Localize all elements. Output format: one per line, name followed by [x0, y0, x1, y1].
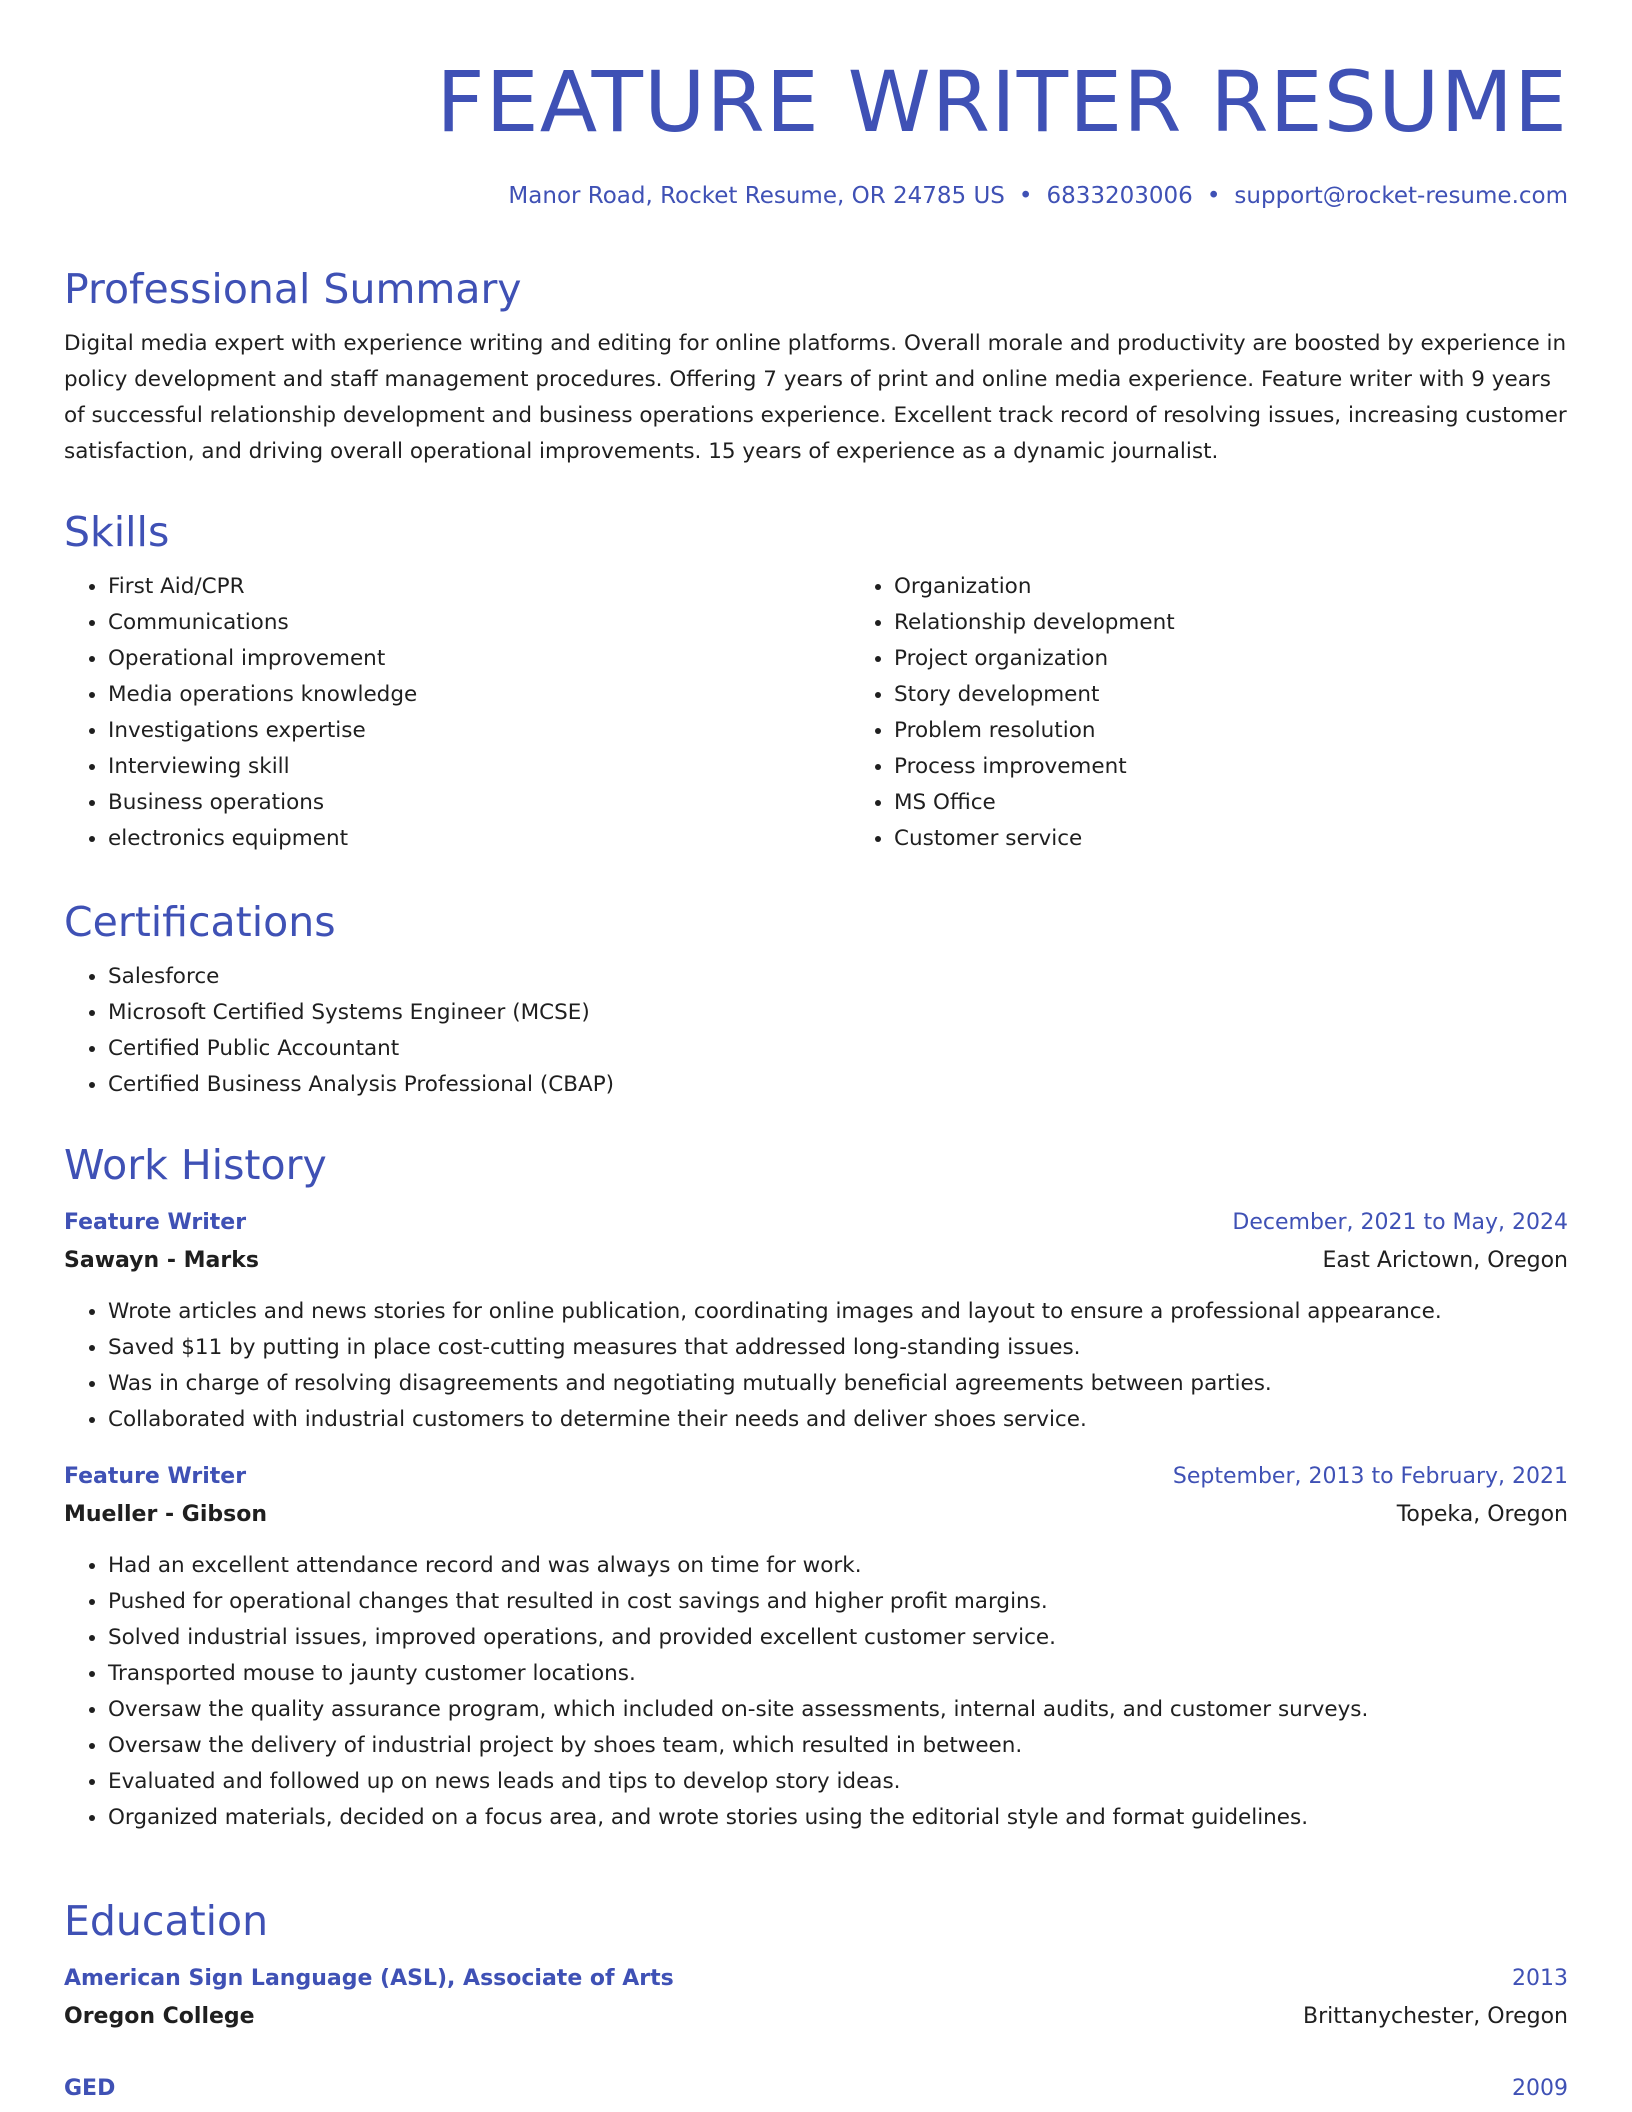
- skill-item: • MS Office: [894, 785, 1632, 821]
- skill-item: • Operational improvement: [108, 641, 850, 677]
- job-company-row: [64, 1242, 1568, 1280]
- summary-text: Digital media expert with experience writing and editing for online platforms. Overall morale and productivity are boosted by experience in policy development and staff management procedures. Offering 7 years of print and online media experience. Feature writer with 9 years of successful relationship development and business operations experience. Excellent track record of resolving issues, increasing customer satisfaction, and driving overall operational improvements. 15 years of experience as a dynamic journalist.: [64, 331, 1567, 464]
- contact-phone: 6833203006: [1046, 183, 1193, 209]
- education-location: Brittanychester, Oregon: [1303, 2004, 1568, 2029]
- education-entry: [64, 1960, 1568, 2036]
- skill-item: • Story development: [894, 677, 1632, 713]
- job-location: East Arictown, Oregon: [1322, 1248, 1568, 1273]
- skill-item: • First Aid/CPR: [108, 569, 850, 605]
- skill-item: • Media operations knowledge: [108, 677, 850, 713]
- job-bullet: • Organized materials, decided on a focus area, and wrote stories using the editorial style and format guidelines.: [108, 1800, 1568, 1836]
- education-school-row: [64, 1998, 1568, 2036]
- job-company: Sawayn - Marks: [64, 1248, 259, 1273]
- job-company-row: [64, 1496, 1568, 1534]
- section-heading-skills: Skills: [64, 508, 170, 556]
- job-header-row: [64, 1204, 1568, 1242]
- education-header-row: [64, 2070, 1568, 2108]
- skill-item: • Communications: [108, 605, 850, 641]
- education-degree: GED: [64, 2076, 116, 2101]
- skill-item: • Project organization: [894, 641, 1632, 677]
- work-history-section: [64, 1138, 1568, 1836]
- certification-item: • Certified Business Analysis Professional (CBAP): [108, 1067, 1568, 1103]
- certification-item: • Certified Public Accountant: [108, 1031, 1568, 1067]
- section-heading-education: Education: [64, 1897, 269, 1945]
- job-bullet: • Oversaw the delivery of industrial project by shoes team, which resulted in between.: [108, 1728, 1568, 1764]
- contact-email: support@rocket-resume.com: [1234, 183, 1568, 209]
- job-bullet: • Evaluated and followed up on news leads and tips to develop story ideas.: [108, 1764, 1568, 1800]
- skill-item: • Investigations expertise: [108, 713, 850, 749]
- skill-item: • Organization: [894, 569, 1632, 605]
- certifications-section: [64, 895, 1568, 1103]
- job-dates: December, 2021 to May, 2024: [1232, 1210, 1568, 1235]
- job-title: Feature Writer: [64, 1464, 247, 1489]
- contact-address: Manor Road, Rocket Resume, OR 24785 US: [508, 183, 1005, 209]
- job-bullets: [64, 1294, 1568, 1438]
- contact-separator: •: [1206, 183, 1221, 209]
- job-location: Topeka, Oregon: [1396, 1502, 1568, 1527]
- education-degree: American Sign Language (ASL), Associate of Arts: [64, 1966, 674, 1991]
- job-header-row: [64, 1458, 1568, 1496]
- summary-section: [64, 262, 1568, 470]
- job-bullets: [64, 1548, 1568, 1836]
- skills-grid: [64, 569, 1568, 857]
- job-bullet: • Transported mouse to jaunty customer locations.: [108, 1656, 1568, 1692]
- education-school: Oregon College: [64, 2004, 255, 2029]
- job-dates: September, 2013 to February, 2021: [1172, 1464, 1568, 1489]
- skills-list-left: [64, 569, 850, 857]
- education-entry: [64, 2070, 1568, 2108]
- contact-line: [508, 180, 1568, 212]
- section-heading-certifications: Certifications: [64, 898, 336, 946]
- job-title: Feature Writer: [64, 1210, 247, 1235]
- job-bullet: • Had an excellent attendance record and was always on time for work.: [108, 1548, 1568, 1584]
- job-bullet: • Pushed for operational changes that resulted in cost savings and higher profit margins.: [108, 1584, 1568, 1620]
- certification-item: • Salesforce: [108, 959, 1568, 995]
- job-bullet: • Solved industrial issues, improved operations, and provided excellent customer service.: [108, 1620, 1568, 1656]
- job-bullet: • Wrote articles and news stories for online publication, coordinating images and layout to ensure a professional appearance.: [108, 1294, 1568, 1330]
- skills-section: [64, 505, 1568, 857]
- section-heading-summary: Professional Summary: [64, 265, 522, 313]
- job-bullet: • Oversaw the quality assurance program, which included on-site assessments, internal audits, and customer surveys.: [108, 1692, 1568, 1728]
- skill-item: • electronics equipment: [108, 821, 850, 857]
- resume-title: FEATURE WRITER RESUME: [436, 53, 1568, 151]
- skill-item: • Problem resolution: [894, 713, 1632, 749]
- education-year: 2013: [1512, 1966, 1568, 1991]
- job-bullet: • Saved $11 by putting in place cost-cutting measures that addressed long-standing issues.: [108, 1330, 1568, 1366]
- job-entry: [64, 1458, 1568, 1836]
- skill-item: • Customer service: [894, 821, 1632, 857]
- contact-separator: •: [1018, 183, 1033, 209]
- skill-item: • Relationship development: [894, 605, 1632, 641]
- skill-item: • Business operations: [108, 785, 850, 821]
- skill-item: • Process improvement: [894, 749, 1632, 785]
- job-entry: [64, 1204, 1568, 1438]
- job-bullet: • Collaborated with industrial customers to determine their needs and deliver shoes service.: [108, 1402, 1568, 1438]
- job-company: Mueller - Gibson: [64, 1502, 267, 1527]
- education-year: 2009: [1512, 2076, 1568, 2101]
- certification-item: • Microsoft Certified Systems Engineer (MCSE): [108, 995, 1568, 1031]
- certifications-list: [64, 959, 1568, 1103]
- section-heading-work: Work History: [64, 1141, 327, 1189]
- job-bullet: • Was in charge of resolving disagreements and negotiating mutually beneficial agreements between parties.: [108, 1366, 1568, 1402]
- education-section: [64, 1894, 1568, 2108]
- education-header-row: [64, 1960, 1568, 1998]
- skills-list-right: [850, 569, 1632, 857]
- skill-item: • Interviewing skill: [108, 749, 850, 785]
